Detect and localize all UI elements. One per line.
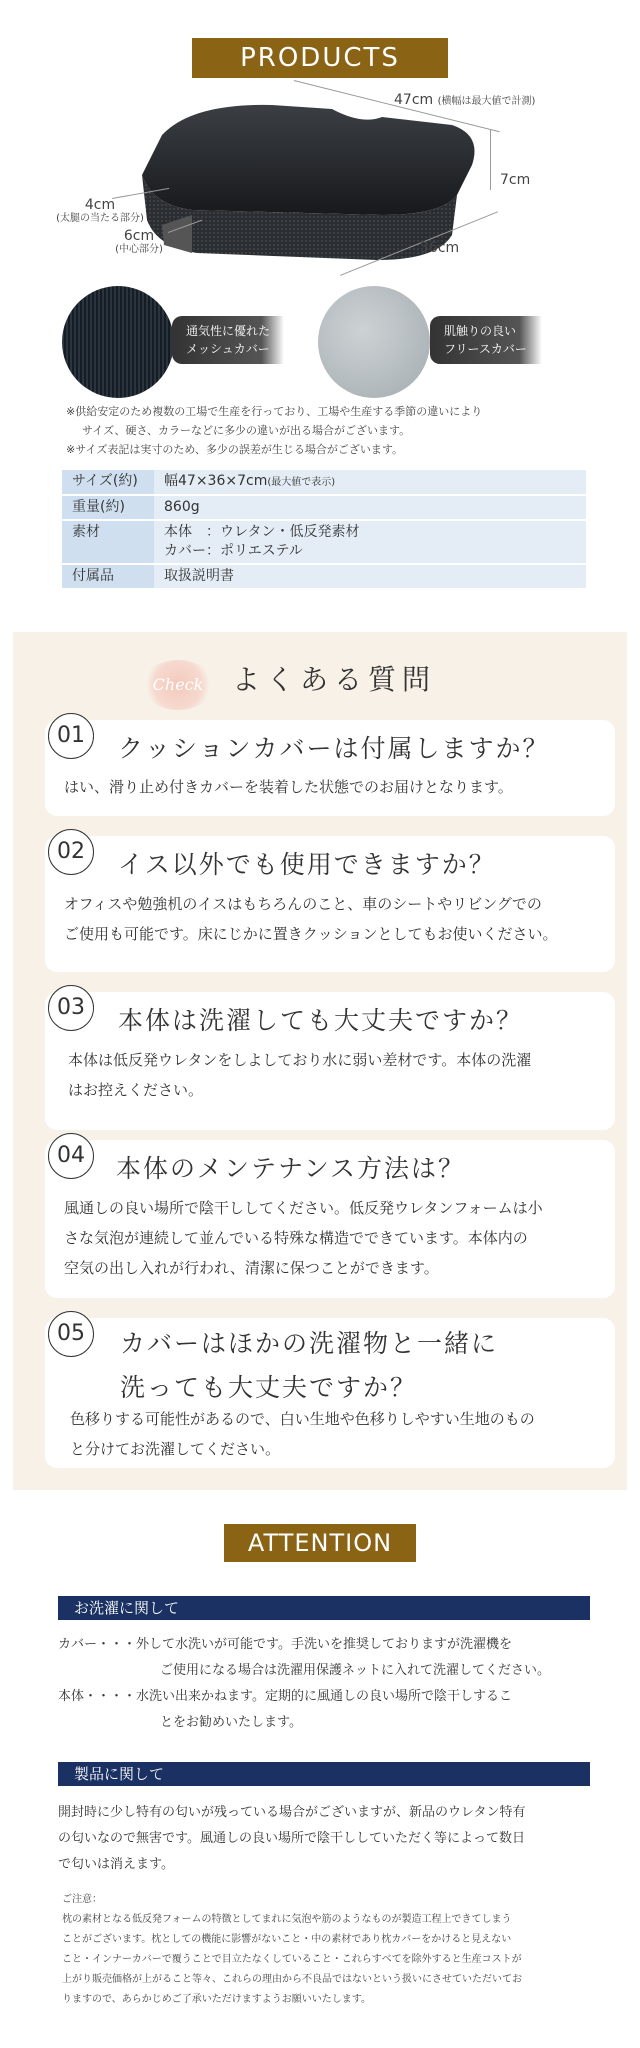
size-value: 幅47×36×7cm [164, 473, 268, 489]
height-dimension: 7cm [500, 172, 531, 188]
fleece-cover-label-line2: フリースカバー [444, 342, 527, 356]
answer-line: オフィスや勉強机のイスはもちろんのこと、車のシートやリビングでの [64, 895, 542, 913]
product-text [58, 1800, 598, 1878]
mesh-cover-label-line2: メッシュカバー [186, 342, 270, 356]
spec-value: 860g [154, 495, 586, 520]
answer-line: 色移りする可能性があるので、白い生地や色移りしやすい生地のもの [70, 1410, 535, 1428]
width-dimension [394, 92, 535, 108]
faq-answer [64, 772, 513, 802]
mesh-cover-label-line1: 通気性に優れた [186, 324, 271, 338]
faq-question [120, 1322, 498, 1410]
faq-answer [68, 1045, 531, 1105]
spec-key: 重量(約) [62, 495, 154, 520]
question-line: カバーはほかの洗濯物と一緒に [120, 1329, 499, 1358]
spec-row-material [62, 520, 586, 564]
mesh-cover-swatch [62, 286, 174, 398]
note-line: サイズ、硬さ、カラーなどに多少の違いが出る場合がございます。 [82, 424, 411, 437]
faq-number: 05 [48, 1311, 94, 1357]
faq-question: 本体のメンテナンス方法は？ [116, 1154, 466, 1183]
answer-line: と分けてお洗濯してください。 [70, 1440, 281, 1458]
thigh-dimension [50, 197, 150, 224]
product-line: の匂いなので無害です。風通しの良い場所で陰干ししていただく等によって数日 [58, 1831, 525, 1846]
spec-row-accessory [62, 564, 586, 589]
answer-line: はい、滑り止め付きカバーを装着した状態でのお届けとなります。 [64, 778, 513, 796]
caution-line: ことがございます。枕としての機能に影響がないこと・中の素材であり枕カバーをかけると見えない [62, 1934, 512, 1945]
spec-row-weight [62, 495, 586, 520]
answer-line: はお控えください。 [68, 1081, 204, 1099]
answer-line: 風通しの良い場所で陰干ししてください。低反発ウレタンフォームは小 [64, 1199, 543, 1217]
spec-table [62, 470, 586, 590]
faq-answer [70, 1404, 535, 1464]
caution-title: ご注意： [62, 1894, 102, 1905]
product-line: 開封時に少し特有の匂いが残っている場合がございますが、新品のウレタン特有 [58, 1805, 526, 1820]
material-body: 本体 ：ウレタン・低反発素材 [164, 524, 360, 540]
faq-title: よくある質問 [232, 663, 437, 696]
washing-line: 本体・・・・水洗い出来かねます。定期的に風通しの良い場所で陰干しするこ [58, 1689, 512, 1704]
spec-row-size [62, 470, 586, 495]
product-header: 製品に関して [58, 1762, 590, 1786]
spec-value: 取扱説明書 [154, 564, 586, 589]
faq-question: 本体は洗濯しても大丈夫ですか？ [118, 1006, 524, 1035]
caution-line: 枕の素材となる低反発フォームの特徴としてまれに気泡や筋のようなものが製造工程上できてしまう [62, 1914, 512, 1925]
faq-question: クッションカバーは付属しますか？ [118, 734, 550, 763]
washing-header: お洗濯に関して [58, 1596, 590, 1620]
products-banner: PRODUCTS [192, 38, 448, 78]
washing-text [58, 1632, 598, 1736]
washing-line: ご使用になる場合は洗濯用保護ネットに入れて洗濯してください。 [160, 1663, 551, 1678]
faq-number: 04 [48, 1133, 94, 1179]
faq-question: イス以外でも使用できますか？ [118, 850, 496, 879]
answer-line: 空気の出し入れが行われ、清潔に保つことができます。 [64, 1259, 439, 1277]
spec-key: 付属品 [62, 564, 154, 589]
spec-key: サイズ(約) [62, 470, 154, 495]
answer-line: さな気泡が連続して並んでいる特殊な構造でできています。本体内の [64, 1229, 528, 1247]
center-dimension [94, 228, 184, 255]
faq-answer [64, 889, 558, 949]
faq-number: 01 [48, 713, 94, 759]
spec-value [154, 470, 586, 495]
fleece-cover-label-line1: 肌触りの良い [444, 324, 517, 338]
caution-line: 上がり販売価格が上がること等々、これらの理由から不良品ではないという扱いにさせていただいてお [62, 1974, 522, 1985]
note-line: ※サイズ表記は実寸のため、多少の誤差が生じる場合がございます。 [66, 443, 404, 456]
spec-key: 素材 [62, 520, 154, 564]
attention-banner: ATTENTION [224, 1524, 416, 1562]
product-notes [66, 402, 606, 459]
caution-line: こと・インナーカバーで覆うことで目立たなくしていること・これらすべてを除外すると生産コストが [62, 1954, 522, 1965]
washing-line: とをお勧めいたします。 [160, 1715, 302, 1730]
height-dim-line [490, 130, 491, 190]
product-line: で匂いは消えます。 [58, 1857, 174, 1872]
thigh-value: 4cm [84, 197, 116, 213]
center-note: (中心部分) [115, 244, 163, 255]
note-line: ※供給安定のため複数の工場で生産を行っており、工場や生産する季節の違いにより [66, 405, 483, 418]
faq-number: 02 [48, 829, 94, 875]
caution-line: りますので、あらかじめご了承いただけますようお願いいたします。 [62, 1994, 371, 2005]
answer-line: 本体は低反発ウレタンをしよしており水に弱い差材です。本体の洗濯 [68, 1051, 532, 1069]
material-cover: カバー：ポリエステル [164, 543, 303, 559]
size-note: (最大値で表示) [267, 477, 336, 488]
faq-number: 03 [48, 985, 94, 1031]
mesh-cover-label [172, 316, 284, 364]
washing-line: カバー・・・外して水洗いが可能です。手洗いを推奨しておりますが洗濯機を [58, 1637, 512, 1652]
question-line: 洗っても大丈夫ですか？ [120, 1373, 418, 1402]
caution-note [62, 1890, 582, 2010]
width-note: (横幅は最大値で計測) [437, 96, 536, 107]
check-badge: Check [142, 660, 214, 710]
thigh-note: (太腿の当たる部分) [56, 213, 144, 224]
center-value: 6cm [123, 228, 155, 244]
fleece-cover-swatch [318, 286, 430, 398]
faq-answer [64, 1193, 543, 1283]
answer-line: ご使用も可能です。床にじかに置きクッションとしてもお使いください。 [64, 925, 558, 943]
fleece-cover-label [430, 316, 542, 364]
depth-dimension: 36cm [420, 240, 460, 256]
width-value: 47cm [394, 92, 434, 108]
spec-value [154, 520, 586, 564]
